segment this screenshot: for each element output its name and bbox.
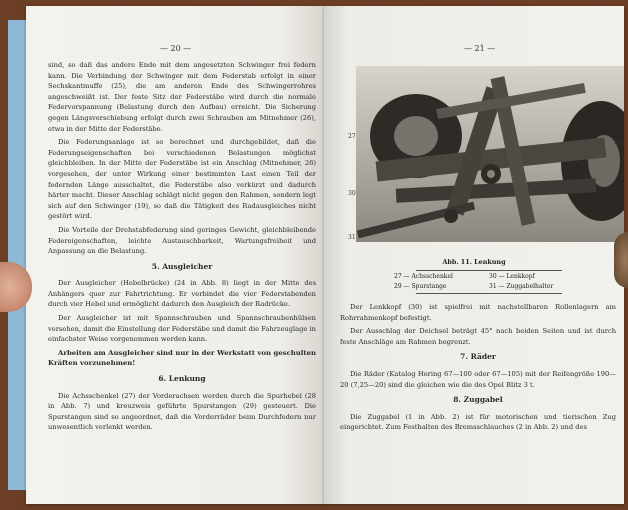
section-heading: 6. Lenkung <box>158 374 206 384</box>
photo-label: 29 <box>614 139 622 146</box>
paragraph: Der Ausgleicher ist mit Spannschrauben und Spannschraubenhülsen versehen, damit die Einstellung der Federstäbe und damit die Fahrzeuglage in einfachster Weise vorgenommen werden kann. <box>48 314 316 344</box>
paragraph: Die Federungsanlage ist so berechnet und durchgebildet, daß die Federungseigenschaften bei verschiedenen Belastungen möglichst gleichbleiben. In der Mitte der Federstäbe ist ein Anschlag (Mitnehmer, 26) vorgesehen, der unter Wirkung einer bestimmten Last einen Teil der federnden Länge ausschaltet, die Federstäbe also verkürzt und dadurch härter macht. Dieser Anschlag schlägt nicht gegen den Rahmen, sondern legt sich auf den Schwinger (19), so daß die Tätigkeit des Radausgleiches nicht gestört wird. <box>48 138 316 221</box>
paragraph: Die Räder (Katalog Hering 67—100 oder 67—105) mit der Reifengröße 190—20 (7,25—20) sind die gleichen wie die des Opel Blitz 3 t. <box>340 369 616 389</box>
paragraph: Der Ausgleicher (Hebelbrücke) (24 in Abb. 8) liegt in der Mitte des Anhängers quer zur Fahrtrichtung. Er verbindet die vier Federstabenden durch vier Hebel und ermöglicht dadurch den Ausgleich der Radrücke. <box>48 279 316 309</box>
paragraph: sind, so daß das andere Ende mit dem angesetzten Schwinger frei federn kann. Die Verbindung der Schwinger mit dem Federstab erfolgt in einer Sechskantmuffe (25), die am anderen Ende des Schwingerrohres angeschweißt ist. Der feste Sitz der Federstäbe wird durch die normale Federvorspannung (Belastung durch den Aufbau) erreicht. Die Sicherung gegen Längsverschiebung erfolgt durch zwei Schrauben am Mitnehmer (26), etwa in der Mitte der Federstäbe. <box>48 61 316 133</box>
left-page-body <box>48 60 316 436</box>
figure-legend <box>394 272 584 292</box>
right-page-body <box>340 302 616 436</box>
paragraph: Die Achsschenkel (27) der Vorderachsen werden durch die Spurhebel (28 in Abb. 7) und kreuzweis geführte Spurstangen (29) gesteuert. Die Spurstangen sind so angeordnet, daß die Vorderräder beim Durchfedern nur unwesentlich verlenkt werden. <box>48 391 316 432</box>
legend-bottom-rule <box>416 293 562 294</box>
book-spread <box>8 6 624 506</box>
legend-entry: 30 — Lenkkopf <box>489 273 535 280</box>
warning-paragraph: Arbeiten am Ausgleicher sind nur in der Werkstatt von geschulten Kräften vorzunehmen! <box>48 348 316 368</box>
steering-photo-drawing <box>356 66 624 242</box>
steering-photo <box>356 66 624 242</box>
section-heading: 7. Räder <box>460 352 496 362</box>
paragraph: Die Zuggabel (1 in Abb. 2) ist für motorischen und tierischen Zug eingerichtet. Zum Festhalten des Bremsschlauches (2 in Abb. 2) und des <box>340 412 616 432</box>
page-number: — 21 — <box>464 44 496 53</box>
legend-row <box>394 282 584 292</box>
paragraph: Der Lenkkopf (30) ist spielfrei mit nachstellbaren Rollenlagern am Rohrrahmenkopf befestigt. <box>340 303 616 322</box>
paragraph: Die Vorteile der Drehstabfederung sind geringes Gewicht, gleichbleibende Federeigenschaften, leichte Austauschbarkeit, Wartungsfreiheit und Anpassung an die Belastung. <box>48 225 316 256</box>
legend-top-rule <box>416 270 562 271</box>
photo-label: 27 <box>348 133 356 140</box>
figure-caption: Abb. 11. Lenkung <box>442 258 506 266</box>
legend-row <box>394 272 584 282</box>
page-number: — 20 — <box>160 44 192 53</box>
section-heading: 5. Ausgleicher <box>151 261 213 271</box>
right-page <box>324 6 624 504</box>
legend-entry: 31 — Zuggabelhalter <box>489 283 554 290</box>
photo-label: 30 <box>348 190 356 197</box>
left-page <box>26 6 324 504</box>
photo-label: 31 <box>348 234 356 241</box>
legend-entry: 29 — Spurstange <box>394 283 447 290</box>
holding-finger <box>614 232 628 288</box>
paragraph: Der Ausschlag der Deichsel beträgt 45° nach beiden Seiten und ist durch feste Anschläge am Rahmen begrenzt. <box>340 327 616 346</box>
section-heading: 8. Zuggabel <box>453 395 503 405</box>
legend-entry: 27 — Achsschenkel <box>394 273 453 280</box>
